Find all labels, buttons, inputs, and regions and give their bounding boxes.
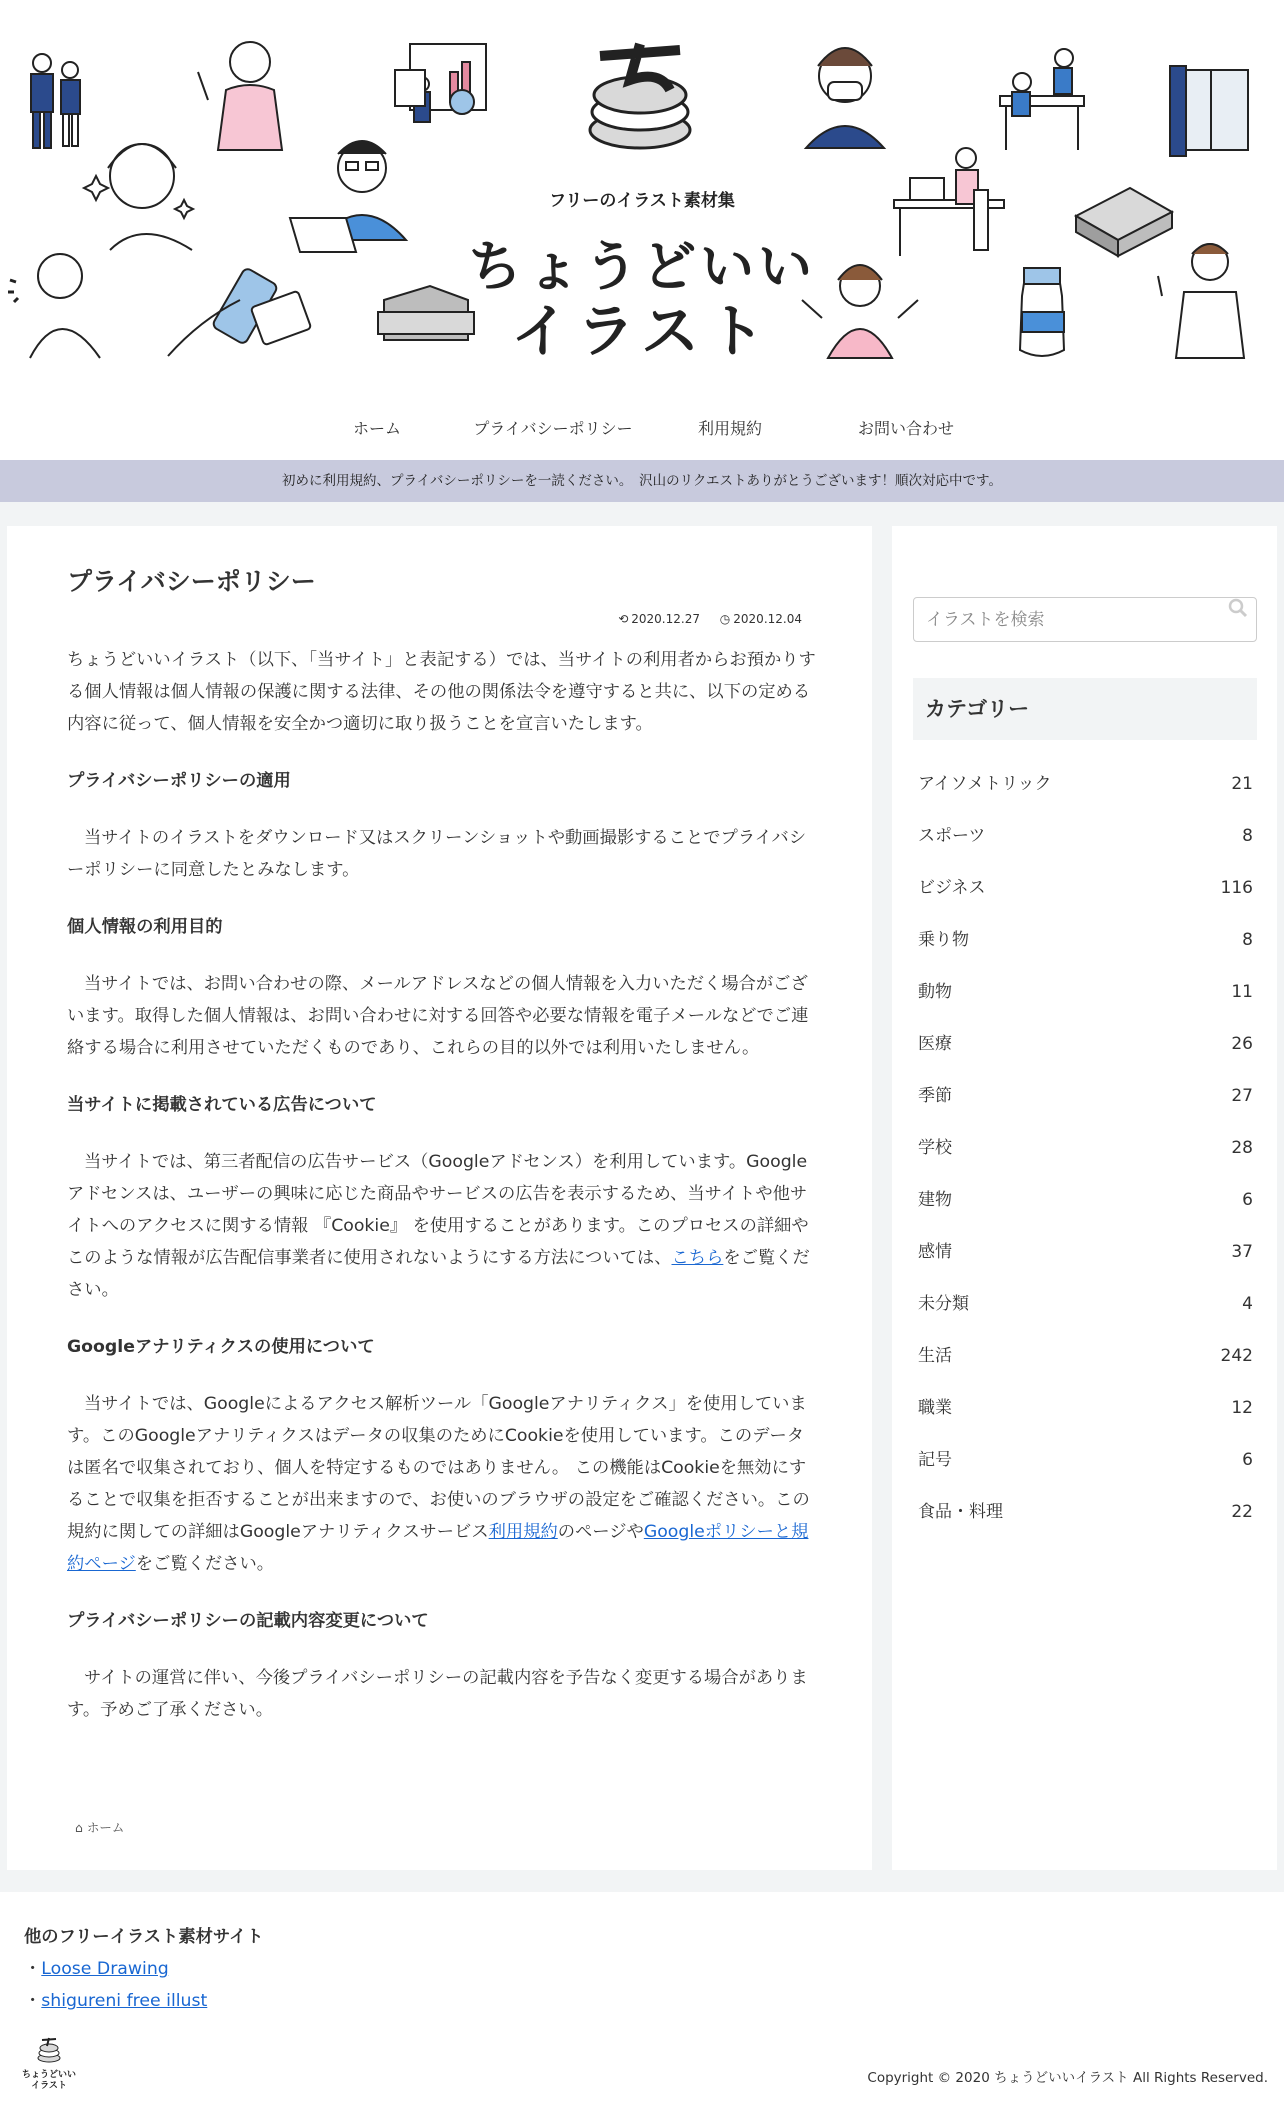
category-heading: カテゴリー: [913, 678, 1257, 740]
site-title-line-2[interactable]: イラスト: [510, 297, 774, 365]
category-item[interactable]: アイソメトリック 21: [913, 758, 1257, 810]
section-paragraph: サイトの運営に伴い、今後プライバシーポリシーの記載内容を予告なく変更する場合があります。予めご了承ください。: [67, 1668, 808, 1720]
analytics-terms-link[interactable]: 利用規約: [488, 1522, 558, 1542]
category-count: 37: [1231, 1242, 1253, 1262]
search-icon[interactable]: [1224, 594, 1252, 622]
category-count: 116: [1220, 878, 1253, 898]
main-navigation: [0, 378, 1284, 460]
smartphone-hand-illustration: [168, 267, 311, 356]
category-item[interactable]: 記号 6: [913, 1434, 1257, 1486]
category-item[interactable]: 医療 26: [913, 1018, 1257, 1070]
section-heading: プライバシーポリシーの記載内容変更について: [67, 1611, 429, 1631]
nav-privacy-policy[interactable]: プライバシーポリシー: [473, 419, 633, 438]
category-item[interactable]: 生活 242: [913, 1330, 1257, 1382]
category-item[interactable]: 食品・料理 22: [913, 1486, 1257, 1538]
category-item[interactable]: 季節 27: [913, 1070, 1257, 1122]
nav-terms[interactable]: 利用規約: [697, 419, 762, 438]
category-count: 6: [1242, 1450, 1253, 1470]
search-input[interactable]: [913, 597, 1257, 642]
published-date: ⟲ 2020.12.27: [618, 612, 700, 626]
intro-paragraph: ちょうどいいイラスト（以下、「当サイト」と表記する）では、当サイトの利用者からお預かりする個人情報は個人情報の保護に関する法律、その他の関係法令を遵守すると共に、以下の定める内容に従って、個人情報を安全かつ適切に取り扱うことを宣言いたします。: [67, 650, 816, 734]
copyright: Copyright © 2020 ちょうどいいイラスト All Rights Reserved.: [867, 2070, 1268, 2086]
updated-date: ◷ 2020.12.04: [719, 612, 802, 626]
office-woman-illustration: [894, 148, 1004, 256]
site-header: [0, 0, 1284, 378]
category-item[interactable]: 未分類 4: [913, 1278, 1257, 1330]
history-icon: ⟲: [618, 612, 629, 626]
footer-link-row: ・shigureni free illust: [24, 1991, 208, 2011]
category-count: 8: [1242, 930, 1253, 950]
nurse-illustration: [198, 42, 282, 150]
category-count: 21: [1231, 774, 1253, 794]
site-title-line-1[interactable]: ちょうどいい: [468, 235, 816, 298]
category-count: 22: [1231, 1502, 1253, 1522]
section-paragraph: 当サイトでは、Googleによるアクセス解析ツール「Googleアナリティクス」を使用しています。このGoogleアナリティクスはデータの収集のためにCookieを使用しています。このデータは匿名で収集されており、個人を特定するものではありません。 この機能はCookieを無効にすることで収集を拒否することが出来ますので、お使いのブラウザの設定をご確認ください。この規約に関しての詳細はGoogleアナリティクスサービス利用規約のページやGoogleポリシーと規約ページをご覧ください。: [67, 1394, 810, 1574]
category-item[interactable]: 職業 12: [913, 1382, 1257, 1434]
post-dates: [602, 612, 802, 626]
footer-logo-text: ちょうどいい イラスト: [21, 2070, 76, 2091]
section-paragraph: 当サイトでは、第三者配信の広告サービス（Googleアドセンス）を利用しています。Googleアドセンスは、ユーザーの興味に応じた商品やサービスの広告を表示するため、当サイトや他サイトへのアクセスに関する情報 『Cookie』 を使用することがあります。このプロセスの詳細やこのような情報が広告配信事業者に使用されないようにする方法については、こちらをご覧ください。: [67, 1152, 810, 1300]
presentation-chart-illustration: [395, 44, 486, 122]
category-item[interactable]: 動物 11: [913, 966, 1257, 1018]
clock-icon: ◷: [719, 612, 731, 626]
section-heading: 当サイトに掲載されている広告について: [67, 1095, 377, 1115]
google-policy-link[interactable]: Googleポリシーと規約ページ: [67, 1522, 809, 1574]
site-tagline: フリーのイラスト素材集: [549, 191, 735, 211]
shigureni-link[interactable]: shigureni free illust: [41, 1991, 208, 2011]
masked-woman-illustration: [806, 48, 884, 148]
home-icon: ⌂: [75, 1820, 83, 1835]
main-content: [7, 526, 872, 1870]
category-count: 6: [1242, 1190, 1253, 1210]
section-paragraph: 当サイトのイラストをダウンロード又はスクリーンショットや動画撮影することでプライバシーポリシーに同意したとみなします。: [67, 828, 807, 880]
category-count: 27: [1231, 1086, 1253, 1106]
laptop-man-illustration: [290, 141, 406, 252]
section-paragraph: 当サイトでは、お問い合わせの際、メールアドレスなどの個人情報を入力いただく場合がございます。取得した個人情報は、お問い合わせに対する回答や必要な情報を電子メールなどでご連絡する場合に利用させていただくものであり、これらの目的以外では利用いたしません。: [67, 974, 809, 1058]
category-count: 26: [1231, 1034, 1253, 1054]
section-heading: 個人情報の利用目的: [67, 917, 223, 937]
sidebar: [892, 526, 1277, 1870]
category-item[interactable]: 建物 6: [913, 1174, 1257, 1226]
coughing-man-illustration: [8, 254, 100, 358]
category-item[interactable]: スポーツ 8: [913, 810, 1257, 862]
doctor-illustration: [1158, 244, 1244, 358]
adsense-details-link[interactable]: こちら: [671, 1248, 724, 1268]
loose-drawing-link[interactable]: Loose Drawing: [41, 1959, 169, 1979]
category-list: [913, 758, 1257, 1538]
footer-logo[interactable]: [14, 2036, 84, 2094]
milk-bottle-illustration: [1020, 268, 1064, 356]
section-heading: Googleアナリティクスの使用について: [67, 1337, 375, 1357]
section-heading: プライバシーポリシーの適用: [67, 771, 291, 791]
site-logo-mark: [590, 44, 690, 148]
thinking-girl-illustration: [84, 144, 193, 250]
footer-logo-mark: [14, 2036, 84, 2066]
category-item[interactable]: 感情 37: [913, 1226, 1257, 1278]
category-count: 4: [1242, 1294, 1253, 1314]
breadcrumb-home-link[interactable]: ホーム: [86, 1820, 125, 1835]
category-item[interactable]: 乗り物 8: [913, 914, 1257, 966]
category-count: 11: [1231, 982, 1253, 1002]
article-body: [67, 644, 817, 1751]
category-item[interactable]: 学校 28: [913, 1122, 1257, 1174]
notice-bar[interactable]: 初めに利用規約、プライバシーポリシーを一読ください。 沢山のリクエストありがとうございます！順次対応中です。: [0, 460, 1284, 502]
footer-heading: 他のフリーイラスト素材サイト: [24, 1927, 264, 1947]
nav-home[interactable]: ホーム: [352, 419, 401, 438]
classroom-illustration: [1000, 49, 1084, 150]
category-item[interactable]: ビジネス 116: [913, 862, 1257, 914]
category-count: 8: [1242, 826, 1253, 846]
nav-contact[interactable]: お問い合わせ: [857, 419, 954, 438]
page-title: プライバシーポリシー: [67, 567, 316, 596]
category-count: 12: [1231, 1398, 1253, 1418]
bed-illustration: [1076, 188, 1172, 256]
category-count: 28: [1231, 1138, 1253, 1158]
window-illustration: [1170, 66, 1248, 156]
business-people-illustration: [31, 54, 80, 148]
breadcrumb: [75, 1818, 124, 1836]
footer-link-row: ・Loose Drawing: [24, 1959, 169, 1979]
category-count: 242: [1220, 1346, 1253, 1366]
site-footer: [0, 1892, 1284, 2106]
